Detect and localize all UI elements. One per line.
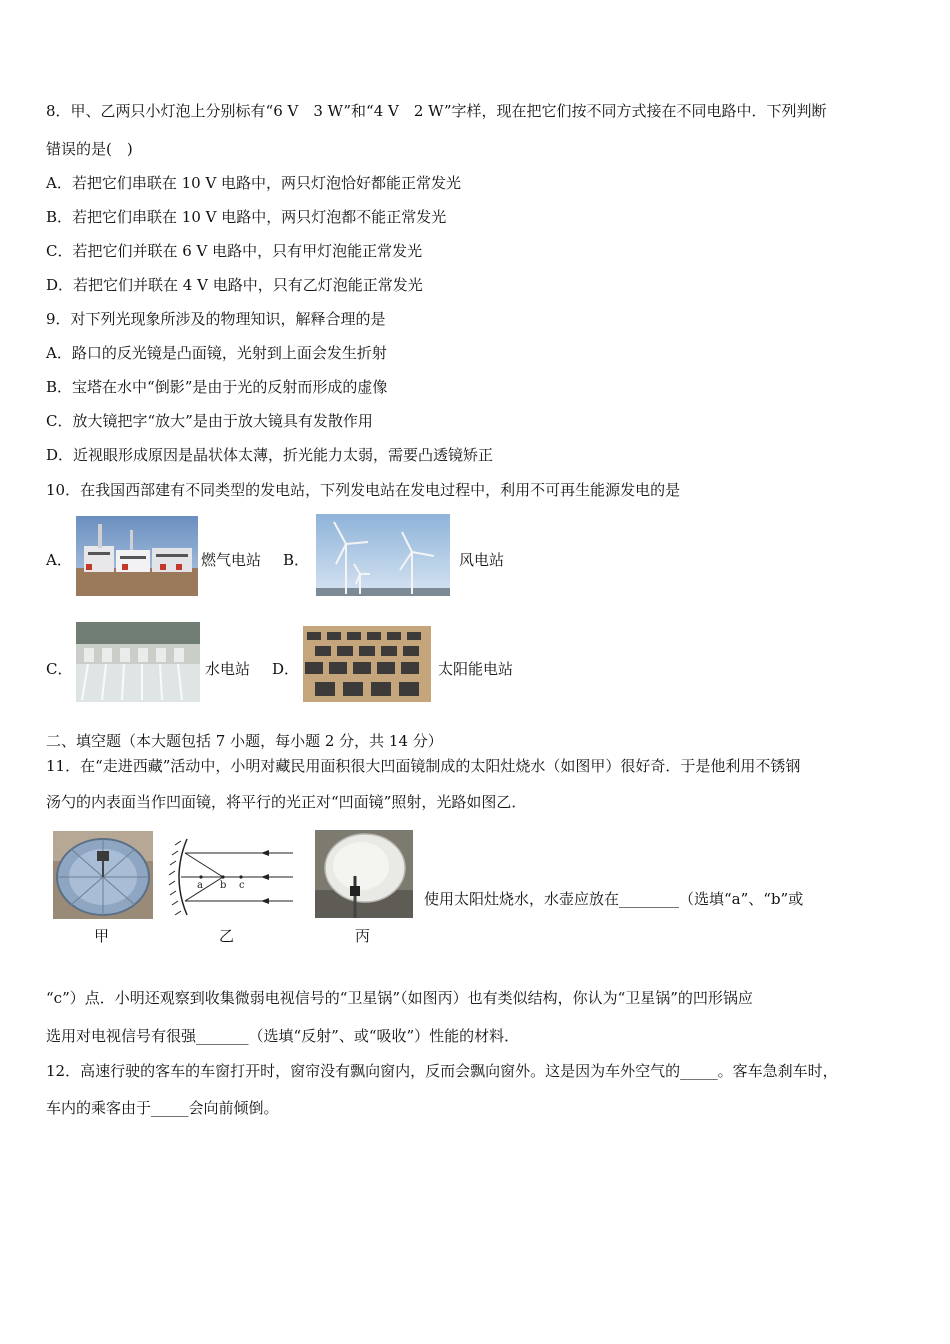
ray-point-a: a: [197, 880, 203, 891]
section-heading: 二、填空题（本大题包括 7 小题，每小题 2 分，共 14 分）: [46, 732, 443, 750]
q11-line2: 汤勺的内表面当作凹面镜，将平行的光正对“凹面镜”照射，光路如图乙．: [46, 793, 527, 811]
q12-line2: 车内的乘客由于_____会向前倾倒。: [46, 1099, 279, 1117]
q8-option-d: D．若把它们并联在 4 V 电路中，只有乙灯泡能正常发光: [46, 276, 423, 294]
q10-option-b-letter: B．: [283, 551, 310, 569]
q10-option-d-label: 太阳能电站: [438, 660, 514, 678]
q9-option-a: A．路口的反光镜是凸面镜，光射到上面会发生折射: [46, 344, 387, 362]
hydro-power-station-image: [76, 622, 200, 702]
q10-option-b-label: 风电站: [459, 551, 505, 569]
satellite-dish-image: [315, 830, 413, 918]
q9-option-d: D．近视眼形成原因是晶状体太薄，折光能力太弱，需要凸透镜矫正: [46, 446, 494, 464]
q10-option-a-label: 燃气电站: [201, 551, 262, 569]
ray-point-b: b: [220, 880, 227, 891]
q10-option-c-label: 水电站: [205, 660, 251, 678]
figure-caption-yi: 乙: [219, 927, 235, 945]
ray-point-c: c: [239, 880, 245, 891]
q8-stem-line1: 8．甲、乙两只小灯泡上分别标有“6 V 3 W”和“4 V 2 W”字样，现在把它们按不同方式接在不同电路中．下列判断: [46, 102, 827, 120]
q8-option-a: A．若把它们串联在 10 V 电路中，两只灯泡恰好都能正常发光: [46, 174, 462, 192]
q8-option-c: C．若把它们并联在 6 V 电路中，只有甲灯泡能正常发光: [46, 242, 423, 260]
q10-option-d-letter: D．: [272, 660, 300, 678]
solar-cooker-image: [53, 831, 153, 919]
q11-line1: 11．在“走进西藏”活动中，小明对藏民用面积很大凹面镜制成的太阳灶烧水（如图甲）很好奇．于是他利用不锈钢: [46, 757, 801, 775]
concave-mirror-ray-diagram: [165, 835, 295, 919]
q10-option-c-letter: C．: [46, 660, 73, 678]
q10-option-a-letter: A．: [46, 551, 72, 569]
q9-option-b: B．宝塔在水中“倒影”是由于光的反射而形成的虚像: [46, 378, 388, 396]
q10-stem: 10．在我国西部建有不同类型的发电站，下列发电站在发电过程中，利用不可再生能源发电的是: [46, 481, 681, 499]
wind-farm-image: [316, 514, 450, 596]
figure-caption-jia: 甲: [94, 927, 110, 945]
q11-line4: 选用对电视信号有很强_______（选填“反射”、或“吸收”）性能的材料．: [46, 1027, 520, 1045]
gas-power-station-image: [76, 516, 198, 596]
q12-line1: 12．高速行驶的客车的车窗打开时，窗帘没有飘向窗内，反而会飘向窗外。这是因为车外空气的_____。客车急刹车时，: [46, 1062, 838, 1080]
q9-stem: 9．对下列光现象所涉及的物理知识，解释合理的是: [46, 310, 386, 328]
q8-stem-line2: 错误的是( ): [46, 140, 133, 158]
solar-power-station-image: [303, 626, 431, 702]
q9-option-c: C．放大镜把字“放大”是由于放大镜具有发散作用: [46, 412, 373, 430]
q8-option-b: B．若把它们串联在 10 V 电路中，两只灯泡都不能正常发光: [46, 208, 447, 226]
q11-line3: “c”）点．小明还观察到收集微弱电视信号的“卫星锅”（如图丙）也有类似结构，你认为“卫星锅”的凹形锅应: [46, 989, 753, 1007]
figure-caption-bing: 丙: [355, 927, 371, 945]
q11-side-text: 使用太阳灶烧水，水壶应放在________（选填“a”、“b”或: [424, 890, 804, 908]
